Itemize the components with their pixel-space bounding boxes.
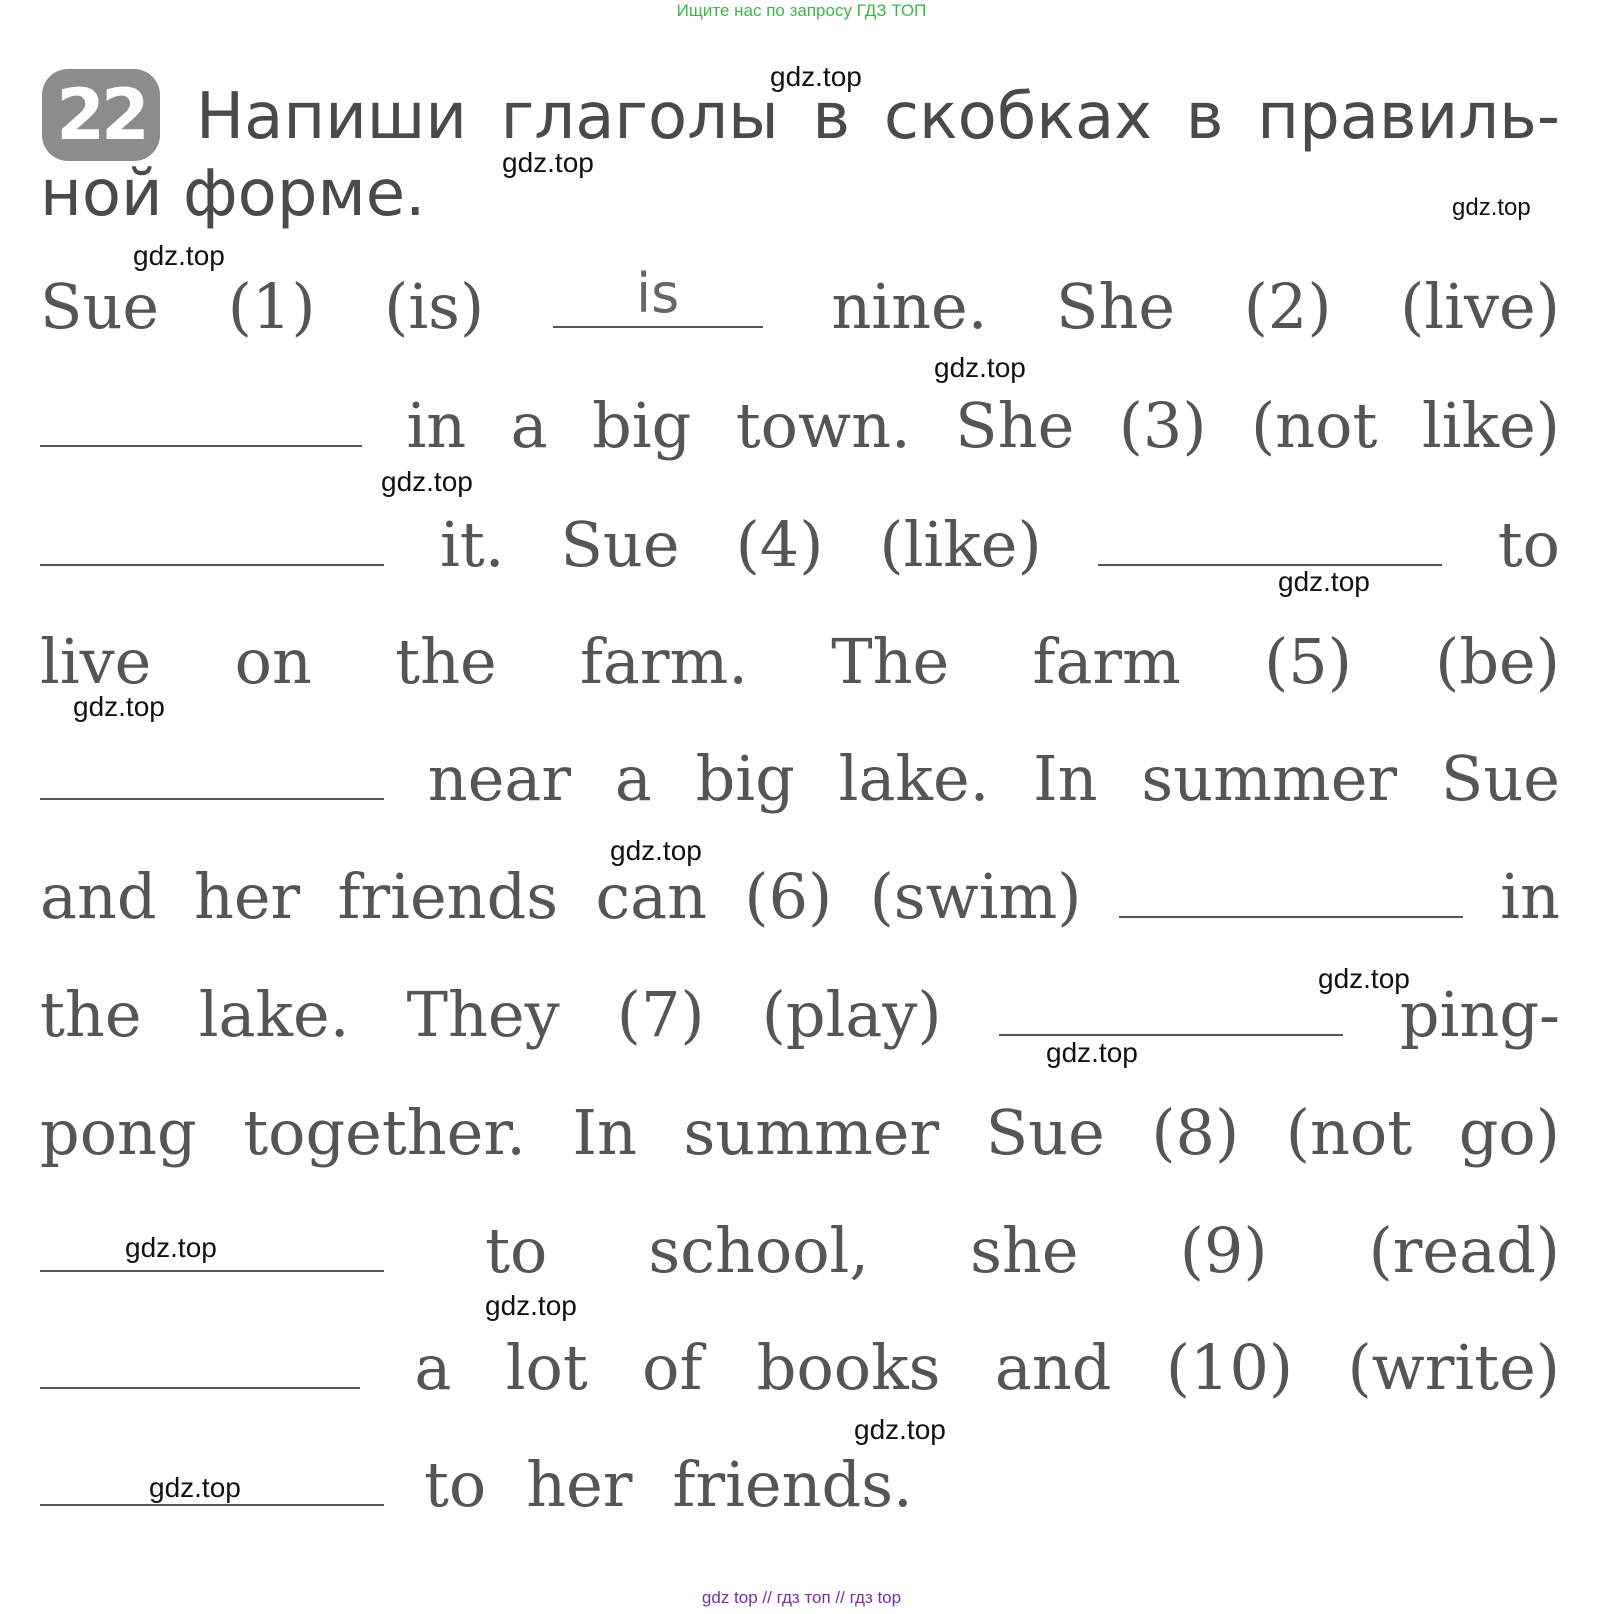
text-word: (like) bbox=[879, 508, 1042, 581]
text-word: and bbox=[40, 860, 157, 933]
watermark: gdz.top bbox=[149, 1472, 241, 1503]
text-word: big bbox=[695, 742, 795, 815]
text-word: Sue bbox=[40, 270, 160, 343]
text-word: together. bbox=[243, 1096, 526, 1169]
text-word: (7) bbox=[616, 978, 705, 1051]
text-word: friends. bbox=[672, 1448, 913, 1521]
text-word: (10) bbox=[1165, 1331, 1294, 1404]
title-word: глаголы bbox=[500, 80, 779, 154]
text-word: a bbox=[510, 389, 548, 462]
watermark: gdz.top bbox=[610, 835, 702, 866]
exercise-number-badge: 22 bbox=[42, 69, 160, 161]
exercise-title-line1 bbox=[196, 80, 1560, 154]
title-word: в bbox=[812, 80, 851, 154]
answer-blank[interactable] bbox=[40, 435, 362, 447]
text-word: farm bbox=[1032, 625, 1181, 698]
text-word: They bbox=[406, 978, 560, 1051]
watermark: gdz.top bbox=[770, 61, 862, 92]
title-word: в bbox=[1185, 80, 1224, 154]
text-line bbox=[40, 625, 1560, 698]
text-word: a bbox=[414, 1331, 452, 1404]
text-word: (5) bbox=[1264, 625, 1352, 698]
text-word: (1) bbox=[227, 270, 316, 343]
text-word: it. bbox=[440, 508, 505, 581]
text-word: the bbox=[40, 978, 142, 1051]
text-word: town. bbox=[735, 389, 911, 462]
answer-blank[interactable] bbox=[1098, 554, 1442, 566]
text-word: school, bbox=[648, 1214, 870, 1287]
watermark: gdz.top bbox=[133, 240, 225, 271]
text-word: ping- bbox=[1399, 978, 1560, 1051]
text-word: lot bbox=[505, 1331, 588, 1404]
title-word: скобках bbox=[883, 80, 1153, 154]
text-word: on bbox=[234, 625, 312, 698]
text-word: in bbox=[1500, 860, 1560, 933]
exercise-title-line2: ной форме. bbox=[40, 157, 426, 231]
text-line bbox=[40, 262, 1560, 343]
text-word: Sue bbox=[985, 1096, 1105, 1169]
text-word: (swim) bbox=[869, 860, 1082, 933]
text-word: live bbox=[40, 625, 152, 698]
text-word: The bbox=[831, 625, 950, 698]
text-word: (is) bbox=[384, 270, 485, 343]
text-word: In bbox=[572, 1096, 637, 1169]
text-word: she bbox=[970, 1214, 1079, 1287]
text-word: (6) bbox=[744, 860, 833, 933]
watermark: gdz.top bbox=[381, 466, 473, 497]
text-word: friends bbox=[337, 860, 559, 933]
answer-blank[interactable] bbox=[553, 262, 763, 328]
answer-blank[interactable] bbox=[40, 1377, 360, 1389]
text-word: (play) bbox=[761, 978, 942, 1051]
text-word: summer bbox=[683, 1096, 940, 1169]
text-word: a bbox=[614, 742, 652, 815]
text-word: (4) bbox=[735, 508, 824, 581]
watermark: gdz.top bbox=[1278, 566, 1370, 597]
watermark: gdz.top bbox=[502, 147, 594, 178]
text-word: (8) bbox=[1151, 1096, 1240, 1169]
text-word: (be) bbox=[1435, 625, 1560, 698]
text-word: and bbox=[994, 1331, 1112, 1404]
text-word: (2) bbox=[1243, 270, 1332, 343]
text-word: lake. bbox=[838, 742, 990, 815]
answer-blank[interactable] bbox=[999, 1024, 1343, 1036]
answer-blank[interactable] bbox=[40, 554, 384, 566]
text-word: In bbox=[1033, 742, 1098, 815]
text-word: lake. bbox=[198, 978, 350, 1051]
text-line bbox=[40, 1096, 1560, 1169]
text-word: to bbox=[485, 1214, 548, 1287]
text-word: to bbox=[424, 1448, 487, 1521]
text-word: like) bbox=[1421, 389, 1560, 462]
text-word: (9) bbox=[1179, 1214, 1268, 1287]
watermark: gdz.top bbox=[485, 1290, 577, 1321]
bottom-banner: gdz top // гдз топ // гдз top bbox=[701, 1588, 902, 1607]
text-word: (read) bbox=[1368, 1214, 1560, 1287]
text-line bbox=[40, 389, 1560, 462]
text-word: Sue bbox=[1440, 742, 1560, 815]
text-word: big bbox=[592, 389, 692, 462]
watermark: gdz.top bbox=[1452, 194, 1531, 221]
text-line bbox=[40, 1448, 1560, 1521]
text-word: books bbox=[756, 1331, 941, 1404]
watermark: gdz.top bbox=[1046, 1037, 1138, 1068]
watermark: gdz.top bbox=[934, 352, 1026, 383]
text-line bbox=[40, 1331, 1560, 1404]
text-word: (not bbox=[1285, 1096, 1413, 1169]
text-word: She bbox=[955, 389, 1075, 462]
title-word: Напиши bbox=[196, 80, 467, 154]
text-word: (live) bbox=[1400, 270, 1560, 343]
watermark: gdz.top bbox=[73, 691, 165, 722]
answer-filled: is bbox=[636, 262, 680, 325]
text-word: her bbox=[526, 1448, 633, 1521]
text-line bbox=[40, 1214, 1560, 1287]
text-line bbox=[40, 742, 1560, 815]
answer-blank[interactable] bbox=[40, 788, 384, 800]
text-word: her bbox=[193, 860, 301, 933]
text-word: (not bbox=[1251, 389, 1378, 462]
text-word: to bbox=[1497, 508, 1560, 581]
answer-blank[interactable] bbox=[1119, 906, 1463, 918]
text-word: (write) bbox=[1347, 1331, 1560, 1404]
text-word: nine. bbox=[831, 270, 988, 343]
text-word: (3) bbox=[1118, 389, 1207, 462]
text-word: the bbox=[395, 625, 497, 698]
text-line bbox=[40, 860, 1560, 933]
text-word: go) bbox=[1458, 1096, 1560, 1169]
text-word: farm. bbox=[579, 625, 749, 698]
title-word: правиль- bbox=[1257, 80, 1560, 154]
text-word: Sue bbox=[560, 508, 680, 581]
watermark: gdz.top bbox=[1318, 963, 1410, 994]
watermark: gdz.top bbox=[125, 1232, 217, 1263]
text-word: summer bbox=[1141, 742, 1398, 815]
text-word: in bbox=[406, 389, 467, 462]
text-word: of bbox=[642, 1331, 703, 1404]
text-word: can bbox=[595, 860, 708, 933]
watermark: gdz.top bbox=[854, 1414, 946, 1445]
text-word: She bbox=[1056, 270, 1176, 343]
text-word: pong bbox=[40, 1096, 197, 1169]
top-banner: Ищите нас по запросу ГДЗ ТОП bbox=[676, 1, 927, 20]
text-word: near bbox=[427, 742, 572, 815]
